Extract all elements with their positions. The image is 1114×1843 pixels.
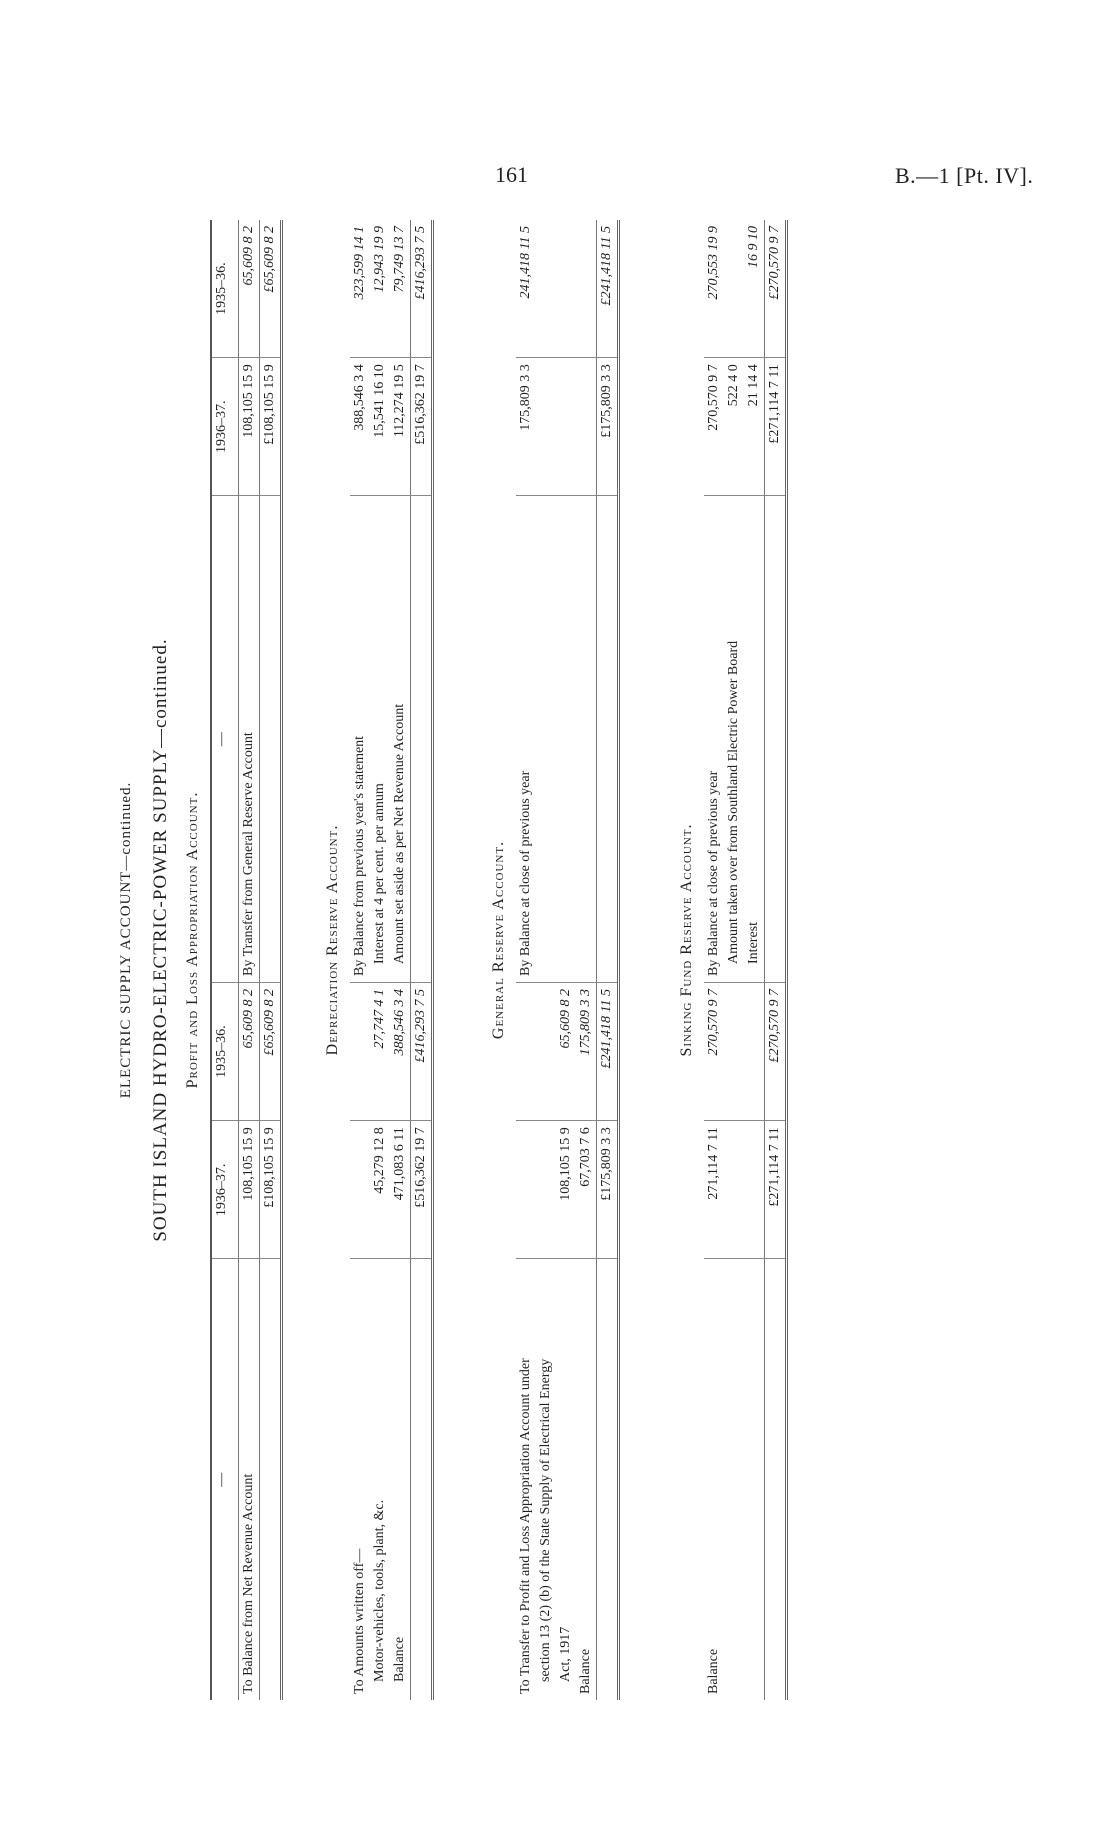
sf-cr-item2-y2 [724,220,744,358]
depreciation-table [350,220,434,1700]
dep-cr-item2: Interest at 4 per cent. per annum [370,496,390,983]
pl-cr-desc: By Transfer from General Reserve Account [239,496,260,983]
pl-dr-total1: £108,105 15 9 [260,1121,282,1259]
sf-cr-item3-y2: 16 9 10 [744,220,765,358]
dep-dr-item1: Motor-vehicles, tools, plant, &c. [372,1499,387,1682]
general-reserve-title: General Reserve Account. [490,840,507,1040]
dep-dr-item2-y1: 471,083 6 11 [390,1121,411,1259]
dr-header-year2: 1935–36. [211,982,239,1120]
gen-dr-item2-y2: 175,809 3 3 [576,982,597,1120]
sf-cr-item1-y1: 270,570 9 7 [704,358,724,496]
profit-loss-title: Profit and Loss Appropriation Account. [184,791,201,1089]
gen-dr-item1b: section 13 (2) (b) of the State Supply of Electrical Energy [538,1358,553,1682]
rotated-document-sheet [110,180,970,1700]
dep-cr-total2: £416,293 7 5 [411,220,433,358]
pl-dr-desc: To Balance from Net Revenue Account [241,1473,256,1694]
gen-dr-item1-y1: 108,105 15 9 [556,1121,576,1259]
sf-cr-item2-y1: 522 4 0 [724,358,744,496]
document-title-line2: SOUTH ISLAND HYDRO-ELECTRIC-POWER SUPPLY—continued. [150,638,171,1242]
gen-dr-item1c: Act, 1917 [558,1626,573,1682]
gen-cr-total2: £241,418 11 5 [597,220,619,358]
dep-cr-item1: By Balance from previous year's statement [350,496,370,983]
sf-cr-total1: £271,114 7 11 [765,358,787,496]
general-reserve-table [516,220,620,1700]
sinking-fund-table [704,220,788,1700]
dep-cr-item2-y1: 15,541 16 10 [370,358,390,496]
gen-cr-total1: £175,809 3 3 [597,358,619,496]
pl-cr-total1: £108,105 15 9 [260,358,282,496]
dep-cr-item3-y2: 79,749 13 7 [390,220,411,358]
profit-loss-table [210,220,283,1700]
cr-header-dash: — [211,496,239,983]
gen-cr-item1: By Balance at close of previous year [516,496,536,983]
pl-dr-y2: 65,609 8 2 [239,982,260,1120]
gen-dr-item2-y1: 67,703 7 6 [576,1121,597,1259]
gen-dr-item1-y2: 65,609 8 2 [556,982,576,1120]
gen-cr-item1-y2: 241,418 11 5 [516,220,536,358]
dep-cr-item3: Amount set aside as per Net Revenue Account [390,496,411,983]
sf-dr-item1-y2: 270,570 9 7 [704,982,724,1120]
dep-dr-total2: £416,293 7 5 [411,982,433,1120]
page-number: 161 [495,162,528,187]
cr-header-year2: 1935–36. [211,220,239,358]
sf-cr-item3-y1: 21 14 4 [744,358,765,496]
dep-cr-total1: £516,362 19 7 [411,358,433,496]
depreciation-title: Depreciation Reserve Account. [324,824,341,1056]
dep-dr-item1-y1: 45,279 12 8 [370,1121,390,1259]
pl-dr-total2: £65,609 8 2 [260,982,282,1120]
dr-header-year1: 1936–37. [211,1121,239,1259]
dep-cr-item1-y1: 388,546 3 4 [350,358,370,496]
sf-cr-item2: Amount taken over from Southland Electric Power Board [724,496,744,983]
sf-cr-item3: Interest [744,496,765,983]
sf-dr-item1-y1: 271,114 7 11 [704,1121,724,1259]
pl-cr-y2: 65,609 8 2 [239,220,260,358]
gen-dr-item1a: To Transfer to Profit and Loss Appropriation Account under [518,1358,533,1694]
dep-dr-item1-y2: 27,747 4 1 [370,982,390,1120]
gen-dr-item2: Balance [578,1648,593,1694]
dep-dr-item2-y2: 388,546 3 4 [390,982,411,1120]
dep-cr-item1-y2: 323,599 14 1 [350,220,370,358]
sinking-fund-title: Sinking Fund Reserve Account. [678,823,695,1057]
dep-dr-head: To Amounts written off— [352,1548,367,1694]
pl-dr-y1: 108,105 15 9 [239,1121,260,1259]
cr-header-year1: 1936–37. [211,358,239,496]
sf-dr-total1: £271,114 7 11 [765,1121,787,1259]
dr-header-dash: — [211,1259,239,1700]
sf-dr-total2: £270,570 9 7 [765,982,787,1120]
gen-dr-total1: £175,809 3 3 [597,1121,619,1259]
dep-cr-item2-y2: 12,943 19 9 [370,220,390,358]
dep-cr-item3-y1: 112,274 19 5 [390,358,411,496]
sf-cr-item1-y2: 270,553 19 9 [704,220,724,358]
page-reference: B.—1 [Pt. IV]. [895,163,1034,188]
sf-dr-item1: Balance [706,1648,721,1694]
document-title-line1: ELECTRIC SUPPLY ACCOUNT—continued. [118,781,134,1099]
pl-cr-y1: 108,105 15 9 [239,358,260,496]
gen-dr-total2: £241,418 11 5 [597,982,619,1120]
dep-dr-total1: £516,362 19 7 [411,1121,433,1259]
sf-cr-item1: By Balance at close of previous year [704,496,724,983]
sf-cr-total2: £270,570 9 7 [765,220,787,358]
dep-dr-item2: Balance [392,1636,407,1682]
gen-cr-item1-y1: 175,809 3 3 [516,358,536,496]
pl-cr-total2: £65,609 8 2 [260,220,282,358]
